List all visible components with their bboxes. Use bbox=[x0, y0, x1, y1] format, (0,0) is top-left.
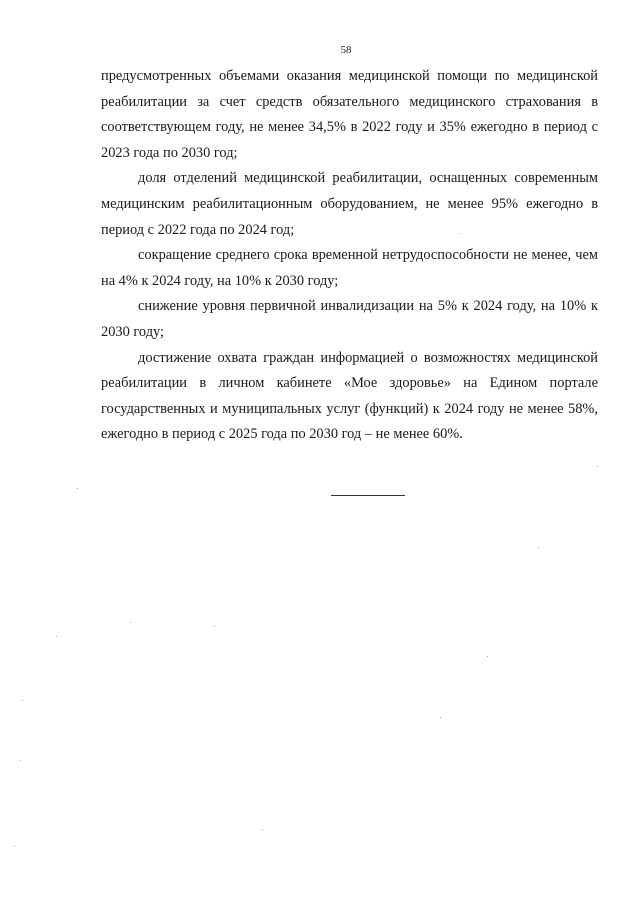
end-divider bbox=[331, 495, 405, 496]
page-number: 58 bbox=[340, 44, 352, 56]
scan-speck bbox=[77, 488, 78, 489]
scan-speck bbox=[14, 846, 15, 847]
scan-speck bbox=[597, 466, 598, 467]
scan-speck bbox=[440, 717, 441, 718]
scan-speck bbox=[214, 626, 215, 627]
scan-speck bbox=[22, 700, 23, 701]
scan-speck bbox=[56, 636, 57, 637]
scan-speck bbox=[130, 622, 131, 623]
paragraph-rehab-equipment: доля отделений медицинской реабилитации, оснащенных современным медицинским реабилитационным оборудованием, не менее 95% ежегодно в период с 2022 года по 2024 год; bbox=[101, 170, 598, 238]
scan-speck bbox=[20, 760, 21, 761]
scan-speck bbox=[538, 547, 539, 548]
paragraph-rehab-funding-share: предусмотренных объемами оказания медицинской помощи по медицинской реабилитации за счет средств обязательного медицинского страхования в соответствующем году, не менее 34,5% в 2022 году и 35% ежегодно в период с 2023 года по 2030 год; bbox=[101, 68, 598, 161]
paragraph-sick-leave-reduction: сокращение среднего срока временной нетрудоспособности не менее, чем на 4% к 2024 году, на 10% к 2030 году; bbox=[101, 247, 598, 289]
scan-speck bbox=[487, 656, 488, 657]
body-text bbox=[101, 64, 598, 448]
paragraph-disability-reduction: снижение уровня первичной инвалидизации на 5% к 2024 году, на 10% к 2030 году; bbox=[101, 298, 598, 340]
scan-speck bbox=[460, 233, 461, 234]
scan-speck bbox=[262, 829, 263, 830]
scan-speck bbox=[99, 232, 100, 233]
paragraph-portal-coverage: достижение охвата граждан информацией о возможностях медицинской реабилитации в личном кабинете «Мое здоровье» на Едином портале государственных и муниципальных услуг (функций) к 2024 году не менее 58%, ежегодно в период с 2025 года по 2030 год – не менее 60%. bbox=[101, 349, 598, 443]
